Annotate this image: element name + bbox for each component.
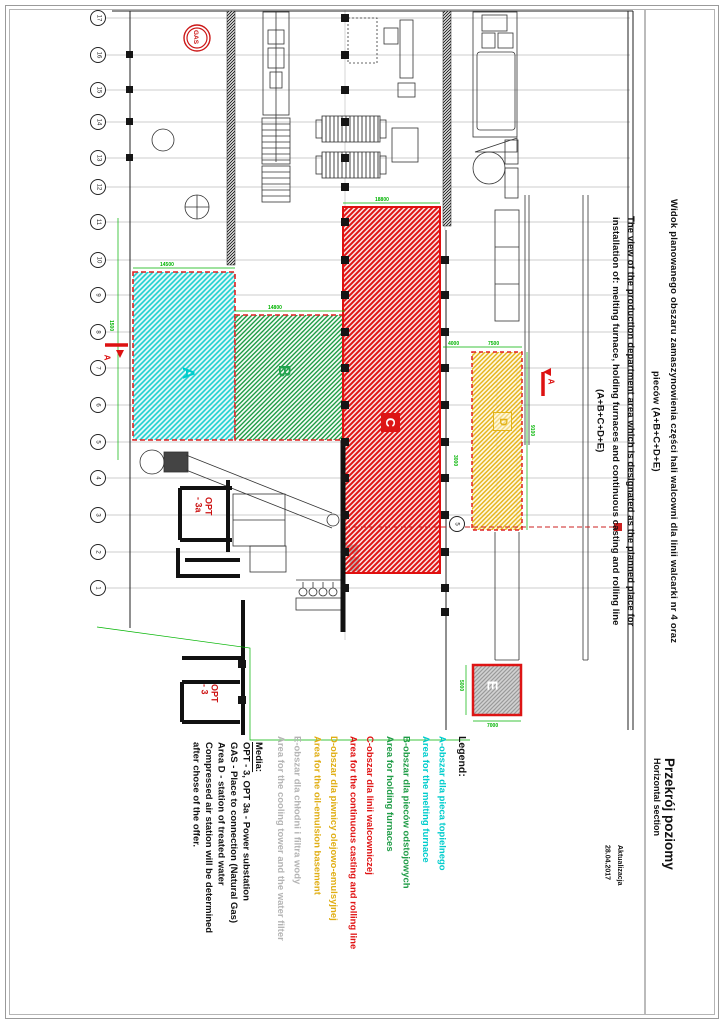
section-marker-a-left: A [102,354,112,361]
dim-label: 7000 [487,723,499,729]
grid-bubble: 17 [90,10,106,26]
zone-d-label: D [493,412,512,431]
media-line: GAS - Place to connection (Natural Gas) [227,742,239,924]
legend-item-e-pl: E-obszar dla chłodni i filtra wody [291,736,303,885]
legend-item-d-pl: D-obszar dla piwnicy olejowo-emulsyjnej [327,736,339,921]
sheet-title-en: The view of the production department area which is designated as the planned place for installation of: melting furnace, holding furnaces and continuous casting and rolling line (A+B+C+D+E) [594,215,636,627]
grid-bubble: 16 [90,47,106,63]
opt-3-label: OPT - 3 [199,684,220,703]
grid-bubble: 1 [90,580,106,596]
dim-label: 5000 [458,680,464,692]
update-note: Aktualizacja 28.04.2017 [603,845,624,886]
media-line: Compressed air station will be determined [202,742,214,934]
zones [133,207,522,715]
legend [263,736,471,1024]
zone-b-label: B [275,364,295,378]
legend-item-a-pl: A-obszar dla pieca topielnego [436,736,448,871]
zone-e-label: E [483,680,501,691]
dim-label: 14500 [160,262,174,268]
dim-label: 7500 [488,341,500,347]
section-title-pl: Przekrój poziomy [662,758,677,870]
zone-c-label: C [381,413,400,432]
grid-bubble: 9 [90,287,106,303]
zone-c-area [343,207,440,573]
grid-bubble: 11 [90,214,106,230]
zone-b-area [235,315,345,440]
grid-bubble: 6 [90,397,106,413]
grid-bubble: 8 [90,324,106,340]
legend-item-c-pl: C-obszar dla linii walcowniczej [364,736,376,875]
legend-item-d-en: Area for the oil-emulsion basement [311,736,323,895]
media-line: OPT - 3, OPT 3a - Power substation [240,742,252,901]
dim-label: 3000 [452,455,458,467]
dim-label: 9100 [529,425,535,437]
legend-item-b-pl: B-obszar dla pieców odstojowych [400,736,412,889]
zone-a-area [133,272,235,440]
legend-item-b-en: Area for holding furnaces [383,736,395,852]
grid-bubble: 13 [90,150,106,166]
grid-bubble: 15 [90,82,106,98]
dim-label: 18800 [375,197,389,203]
sheet-title-pl: Widok planowanego obszaru zamaszynowienia części hali walcowni dla linii walcarki nr 4 oraz pieców (A+B+C+D+E) [650,198,679,644]
dim-label: 1500 [108,320,114,332]
legend-item-c-en: Area for the continuous casting and rolling line [347,736,359,950]
legend-title: Legend: [456,736,468,777]
media-line: Area D - station of treated water [215,742,227,886]
grid-bubble: 7 [90,360,106,376]
media-notes [178,742,264,1022]
legend-item-e-en: Area for the cooling tower and the water filter [275,736,286,941]
media-line: after chose of the offer. [190,742,202,848]
grid-bubble: 3 [90,507,106,523]
zone-d-area [472,352,522,530]
grid-bubble-inner: 5 [449,516,465,532]
section-title-en: Horizontal section [652,758,662,837]
opt-3a-label: OPT - 3a [193,497,214,516]
grid-bubble: 4 [90,470,106,486]
legend-item-a-en: Area for the melting furnace [420,736,431,863]
section-marker-a-right: A [546,378,556,385]
grid-bubble: 14 [90,114,106,130]
section-title [652,758,677,908]
grid-bubble: 10 [90,252,106,268]
zone-a-label: A [179,366,199,380]
grid-bubble: 12 [90,179,106,195]
media-title: Media: [253,742,264,773]
dim-label: 14800 [268,305,282,311]
grid-bubble: 2 [90,544,106,560]
grid-bubble: 5 [90,434,106,450]
gas-stamp-label: GAS [192,30,199,45]
dim-label: 4000 [448,341,460,347]
